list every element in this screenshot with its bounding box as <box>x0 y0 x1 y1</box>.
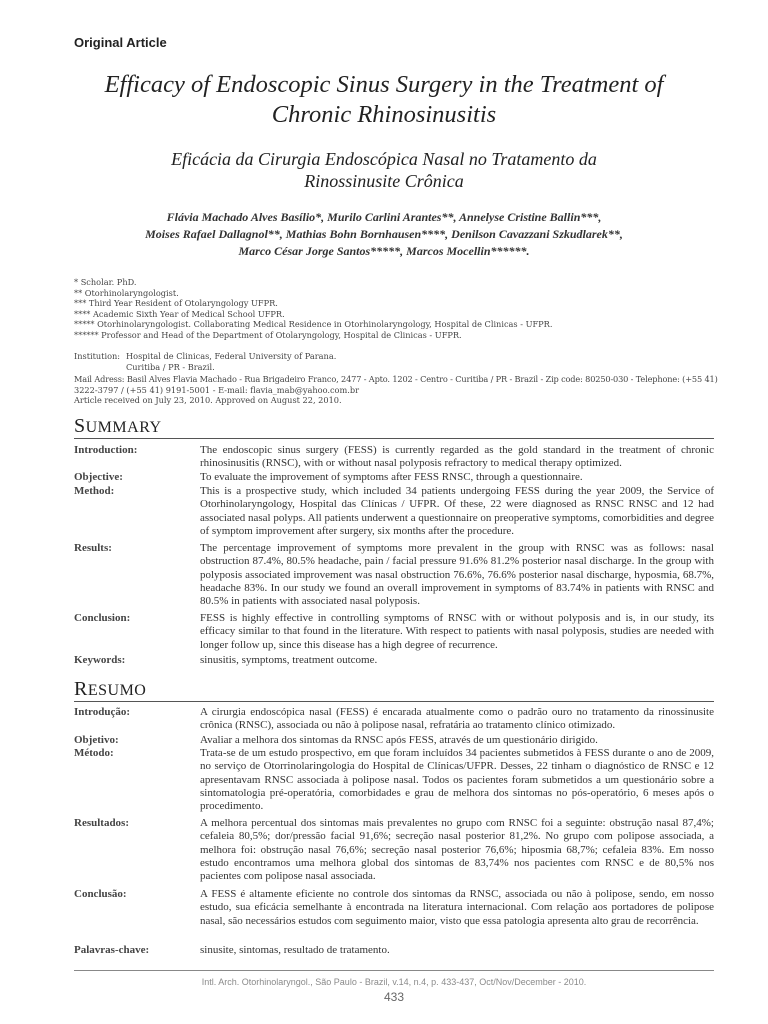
resumo-label-palavras-chave: Palavras-chave: <box>74 944 150 956</box>
affiliation-2: ** Otorhinolaryngologist. <box>74 287 179 298</box>
mail-line-2: 3222-3797 / (+55 41) 9191-5001 - E-mail: flavia_mab@yahoo.com.br <box>74 384 360 395</box>
affiliation-6: ****** Professor and Head of the Department of Otolaryngology, Hospital de Clinicas - UFPR. <box>74 329 462 340</box>
author-line-3: Marco César Jorge Santos*****, Marcos Mocellin******. <box>238 244 530 258</box>
affiliation-3: *** Third Year Resident of Otolaryngology UFPR. <box>74 298 278 309</box>
summary-heading-rest: UMMARY <box>85 419 162 436</box>
resumo-divider <box>74 701 714 702</box>
institution-line-1: Hospital de Clinicas, Federal University of Parana. <box>126 351 337 361</box>
author-list <box>40 209 728 260</box>
footer-divider <box>74 970 714 971</box>
article-title-line-2: Chronic Rhinosinusitis <box>271 101 497 128</box>
summary-label-results: Results: <box>74 542 112 554</box>
article-title <box>40 70 728 130</box>
resumo-label-conclusao: Conclusão: <box>74 888 127 900</box>
summary-text-keywords: sinusitis, symptoms, treatment outcome. <box>200 654 378 666</box>
summary-divider <box>74 438 714 439</box>
resumo-label-introducao: Introdução: <box>74 706 131 718</box>
resumo-text-objetivo: Avaliar a melhora dos sintomas da RNSC após FESS, através de um questionário dirigido. <box>200 734 598 746</box>
resumo-heading <box>74 678 146 701</box>
article-subtitle-line-1: Eficácia da Cirurgia Endoscópica Nasal no Tratamento da <box>171 149 597 169</box>
summary-label-method: Method: <box>74 485 115 497</box>
affiliation-1: * Scholar. PhD. <box>74 277 137 287</box>
article-type-label: Original Article <box>74 35 167 50</box>
summary-label-objective: Objective: <box>74 471 123 483</box>
resumo-text-palavras-chave: sinusite, sintomas, resultado de tratamento. <box>200 944 390 956</box>
affiliation-4: **** Academic Sixth Year of Medical School UFPR. <box>74 308 285 319</box>
summary-text-objective: To evaluate the improvement of symptoms after FESS RNSC, through a questionnaire. <box>200 471 583 483</box>
mail-address <box>74 374 719 406</box>
summary-heading-cap: S <box>74 415 86 437</box>
article-title-line-1: Efficacy of Endoscopic Sinus Surgery in the Treatment of <box>104 71 664 98</box>
author-line-2: Moises Rafael Dallagnol**, Mathias Bohn Bornhausen****, Denilson Cavazzani Szkudlarek**, <box>145 227 623 241</box>
author-line-1: Flávia Machado Alves Basílio*, Murilo Carlini Arantes**, Annelyse Cristine Ballin***, <box>166 210 602 224</box>
summary-text-results: The percentage improvement of symptoms more prevalent in the group with RNSC was as follows: nasal obstruction 87.4%, 80.5% headache, pain / facial pressure 91.6% 81.2% posterior nasal discharge. In the group with polyposis associated improvement was nasal obstruction 76.6%, 76.6% posterior nasal discharge, hyposmia, 68.7%, headache 83%. In our study we found an overall improvement in symptoms of 83.74% in patients with RNSC and 80.5% in patients with associated nasal polyposis. <box>200 542 714 608</box>
resumo-heading-cap: R <box>74 678 88 700</box>
summary-label-conclusion: Conclusion: <box>74 612 131 624</box>
institution-line-2: Curitiba / PR - Brazil. <box>126 361 215 372</box>
institution-label: Institution: <box>74 351 121 361</box>
resumo-label-resultados: Resultados: <box>74 817 130 829</box>
summary-label-keywords: Keywords: <box>74 654 126 666</box>
summary-heading <box>74 415 162 438</box>
resumo-label-objetivo: Objetivo: <box>74 734 119 746</box>
page-number: 433 <box>383 990 405 1004</box>
resumo-text-introducao: A cirurgia endoscópica nasal (FESS) é encarada atualmente como o padrão ouro no tratamento da rinossinusite crônica (RNSC), associada ou não à polipose nasal, refratária ao tratamento clínico otimizado. <box>200 706 714 732</box>
resumo-text-resultados: A melhora percentual dos sintomas mais prevalentes no grupo com RNSC foi a seguinte: obstrução nasal 87,4%; cefaleia 80,5%; dor/pressão facial 91,6%; secreção nasal posterior 81,2%. No grupo com polipose associada, a melhora foi: obstrução nasal 76,6%; secreção nasal posterior 76,6%; hiposmia 68,7%; cefaleia 83%. Em nosso estudo encontramos uma melhora global dos sintomas de 83,74% nos pacientes com RNSC e de 80,5% nos pacientes com polipose nasal associada. <box>200 817 714 883</box>
resumo-heading-rest: ESUMO <box>87 682 147 699</box>
article-received-note: Article received on July 23, 2010. Approved on August 22, 2010. <box>74 395 342 406</box>
institution-block <box>126 351 686 372</box>
affiliation-5: ***** Otorhinolaryngologist. Collaborating Medical Residence in Otorhinolaryngology, Hospital de Clinicas - UFPR. <box>74 319 553 330</box>
resumo-label-metodo: Método: <box>74 747 114 759</box>
affiliations <box>74 277 714 341</box>
summary-text-method: This is a prospective study, which included 34 patients undergoing FESS during the year 2009, the Service of Otorhinolaryngology, Hospital das Clínicas / UFPR. Of these, 22 were diagnosed as RNSC RNSC and 12 had associated nasal polyps. All patients underwent a questionnaire on preoperative symptoms, comorbidities and degree of symptom improvement after surgery, six months after the procedure. <box>200 485 714 537</box>
article-subtitle <box>40 148 728 192</box>
mail-line-1: Mail Adress: Basil Alves Flavia Machado - Rua Brigadeiro Franco, 2477 - Apto. 1202 - Centro - Curitiba / PR - Brazil - Zip code: 80250-030 - Telephone: (+55 41) <box>74 374 718 384</box>
summary-text-conclusion: FESS is highly effective in controlling symptoms of RNSC with or without polyposis and is, in our study, its efficacy similar to that found in the literature. With respect to patients with nasal polyposis, studies are needed with longer follow up, since this disease has a high degree of recurrence. <box>200 612 714 651</box>
journal-citation: Intl. Arch. Otorhinolaryngol., São Paulo - Brazil, v.14, n.4, p. 433-437, Oct/Nov/December - 2010. <box>201 977 587 987</box>
resumo-text-conclusao: A FESS é altamente eficiente no controle dos sintomas da RNSC, associada ou não à polipose, sendo, em nosso estudo, sua eficácia semelhante à encontrada na literatura internacional. Com relação aos portadores de polipose nasal, são necessários estudos com seguimento maior, visto que essa patologia apresenta alto grau de recorrência. <box>200 888 714 927</box>
article-subtitle-line-2: Rinossinusite Crônica <box>304 171 464 191</box>
resumo-text-metodo: Trata-se de um estudo prospectivo, em que foram incluídos 34 pacientes submetidos à FESS durante o ano de 2009, no serviço de Otorrinolaringologia do Hospital de Clínicas/UFPR. Desses, 22 tinham o diagnóstico de RNSC e 12 apresentavam RNSC associada à polipose nasal. Todos os pacientes foram submetidos a um questionário sobre a sintomatologia pré-operatória, comorbidades e grau de melhora dos sintomas no pós-operatório, 6 meses após o procedimento. <box>200 747 714 813</box>
summary-text-introduction: The endoscopic sinus surgery (FESS) is currently regarded as the gold standard in the treatment of chronic rhinosinusitis (RNSC), with or without nasal polyposis refractory to medical therapy optimized. <box>200 444 714 470</box>
summary-label-introduction: Introduction: <box>74 444 138 456</box>
